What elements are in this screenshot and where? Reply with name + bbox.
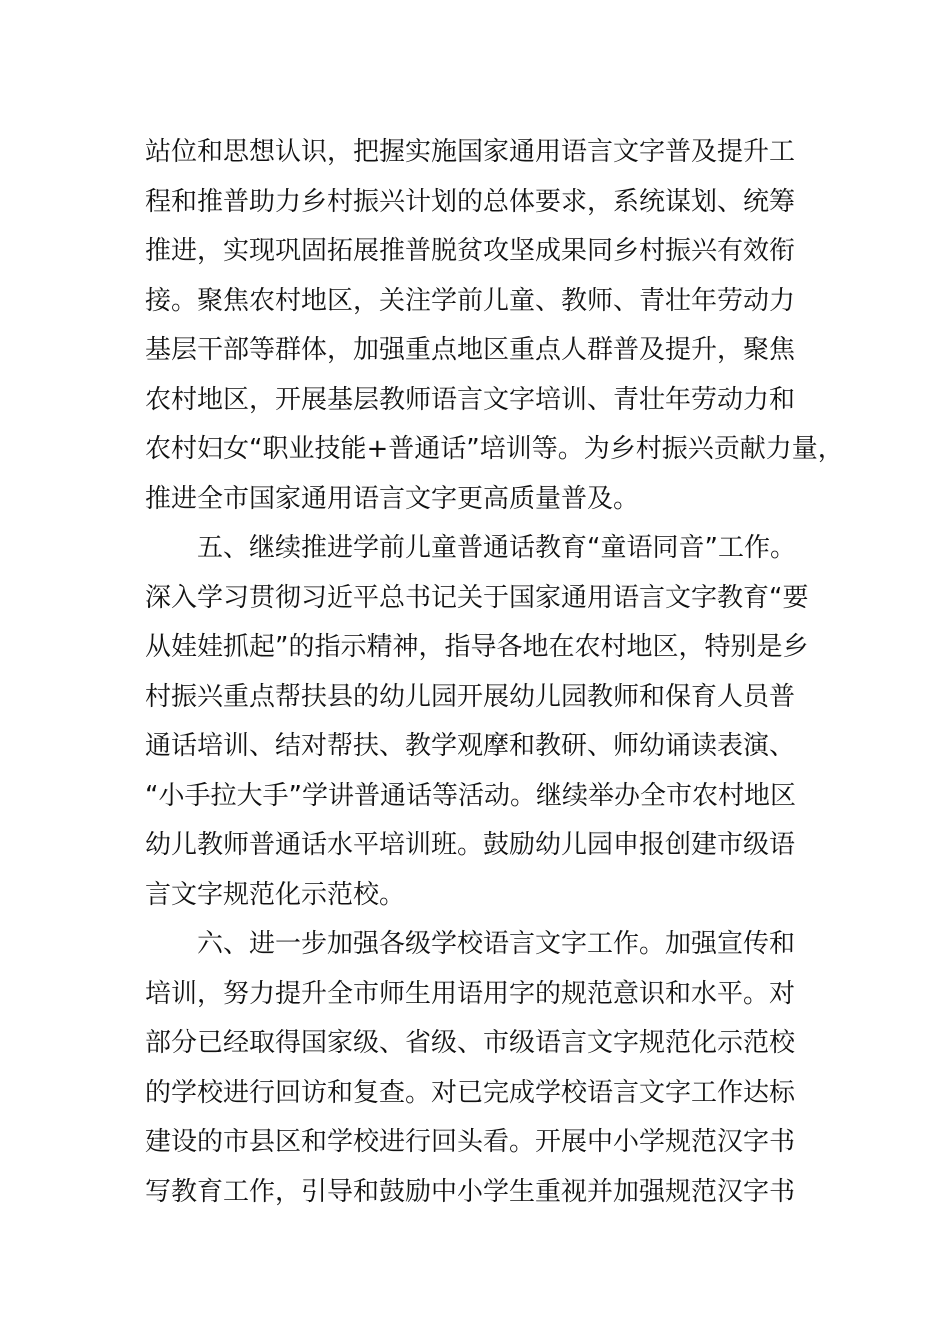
text-line: 培训，努力提升全市师生用语用字的规范意识和水平。对 (145, 978, 796, 1009)
document-body (145, 128, 844, 1217)
text-line: 农村妇女“职业技能+普通话”培训等。为乡村振兴贡献力量， (145, 434, 844, 464)
text-line: 推进，实现巩固拓展推普脱贫攻坚成果同乡村振兴有效衔 (145, 236, 796, 266)
text-line: 建设的市县区和学校进行回头看。开展中小学规范汉字书 (145, 1127, 796, 1157)
text-line: 深入学习贯彻习近平总书记关于国家通用语言文字教育“要 (145, 582, 809, 613)
text-line: 站位和思想认识，把握实施国家通用语言文字普及提升工 (145, 137, 796, 167)
text-line: “小手拉大手”学讲普通话等活动。继续举办全市农村地区 (145, 780, 796, 811)
text-line: 农村地区，开展基层教师语言文字培训、青壮年劳动力和 (145, 384, 796, 415)
text-line: 从娃娃抓起”的指示精神，指导各地在农村地区，特别是乡 (145, 632, 809, 662)
text-line: 幼儿教师普通话水平培训班。鼓励幼儿园申报创建市级语 (145, 830, 796, 860)
text-line: 写教育工作，引导和鼓励中小学生重视并加强规范汉字书 (145, 1176, 796, 1207)
section-heading-5: 五、继续推进学前儿童普通话教育“童语同音”工作。 (197, 533, 796, 563)
text-line: 言文字规范化示范校。 (145, 879, 406, 910)
text-line: 通话培训、结对帮扶、教学观摩和教研、师幼诵读表演、 (145, 731, 796, 761)
text-line: 基层干部等群体，加强重点地区重点人群普及提升，聚焦 (145, 335, 796, 365)
text-line: 程和推普助力乡村振兴计划的总体要求，系统谋划、统筹 (145, 186, 796, 217)
text-line: 接。聚焦农村地区，关注学前儿童、教师、青壮年劳动力 (145, 285, 796, 316)
text-line: 部分已经取得国家级、省级、市级语言文字规范化示范校 (145, 1028, 796, 1058)
section-heading-6: 六、进一步加强各级学校语言文字工作。加强宣传和 (197, 929, 796, 959)
text-line: 村振兴重点帮扶县的幼儿园开展幼儿园教师和保育人员普 (145, 681, 796, 712)
text-line: 推进全市国家通用语言文字更高质量普及。 (145, 483, 640, 514)
text-line: 的学校进行回访和复查。对已完成学校语言文字工作达标 (145, 1077, 796, 1108)
